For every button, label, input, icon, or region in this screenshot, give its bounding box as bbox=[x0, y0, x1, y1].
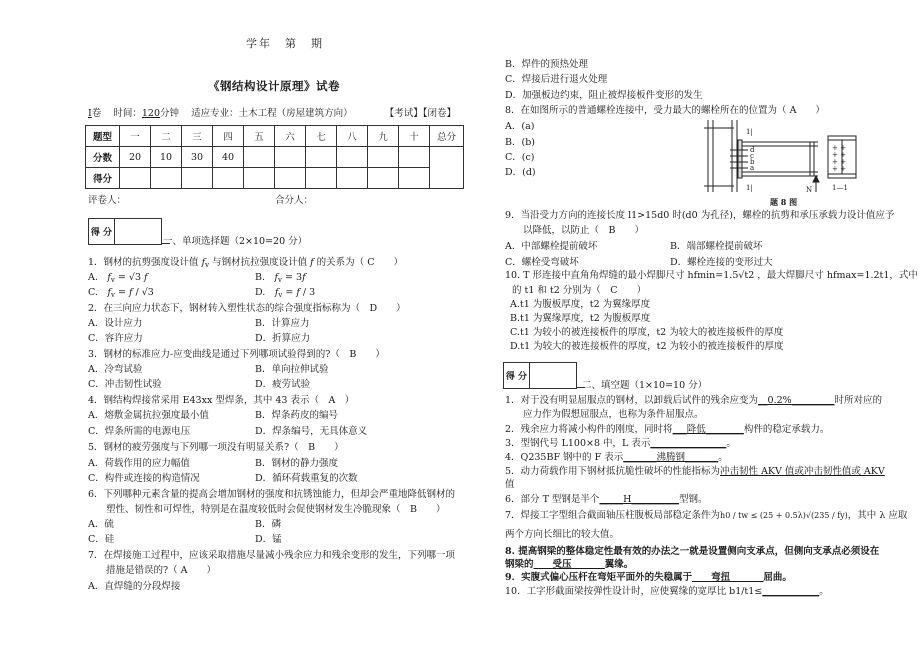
svg-text:+ +: + + bbox=[832, 158, 846, 166]
q1-option-c: C. $f_v = f / √3$ bbox=[88, 287, 154, 299]
col-header: 八 bbox=[337, 126, 368, 147]
fill-6: 6．部分 T 型钢是半个_____H__________型钢。 bbox=[505, 494, 708, 505]
major: 适应专业：土木工程（房屋建筑方向） bbox=[191, 108, 353, 119]
obtained-cell bbox=[337, 168, 368, 189]
q10-option-b: B.t1 为翼缘厚度，t2 为腹板厚度 bbox=[510, 313, 651, 324]
volume: I bbox=[88, 108, 92, 119]
q6-option-b: B．磷 bbox=[255, 519, 281, 530]
q8-option-d: D．(d) bbox=[505, 167, 536, 178]
q8-option-b: B．(b) bbox=[505, 137, 535, 148]
question-9-line2: 以降低，以防止（ B ） bbox=[523, 225, 644, 236]
q5-option-c: C．构件或连接的构造情况 bbox=[88, 473, 200, 484]
obtained-cell bbox=[275, 168, 306, 189]
fill-1-line2: 应力作为假想屈服点，也称为条件屈服点。 bbox=[523, 409, 704, 420]
question-1: 1．钢材的抗剪强度设计值 $f_v$ 与钢材抗拉强度设计值 f 的关系为（ C ） bbox=[88, 257, 403, 269]
figure-caption: 题 8 图 bbox=[770, 197, 798, 207]
q1-option-b: B. $f_v = 3f$ bbox=[255, 272, 306, 284]
q2-option-b: B．计算应力 bbox=[255, 318, 310, 329]
volume-suffix: 卷 bbox=[91, 108, 102, 119]
section-mark-bottom: 1| bbox=[746, 184, 753, 192]
bolt-label-a: a bbox=[750, 164, 755, 172]
points-cell: 20 bbox=[120, 147, 151, 168]
q3-option-b: B．单向拉伸试验 bbox=[255, 364, 329, 375]
q10-option-a: A.t1 为腹板厚度，t2 为翼缘厚度 bbox=[510, 299, 651, 310]
fill-1-answer[interactable]: __0.2%_________ bbox=[758, 395, 835, 406]
col-header: 三 bbox=[182, 126, 213, 147]
section-mark-top: 1| bbox=[746, 128, 753, 136]
obtained-cell bbox=[306, 168, 337, 189]
fill-9-answer[interactable]: ____弯扭_______ bbox=[692, 572, 764, 583]
q2-option-d: D．折算应力 bbox=[255, 333, 311, 344]
time-label: 时间： bbox=[113, 108, 142, 119]
question-8: 8．在如图所示的普通螺栓连接中，受力最大的螺栓所在的位置为（ A ） bbox=[505, 105, 825, 116]
q8-option-a: A．(a) bbox=[505, 121, 535, 132]
question-3: 3．钢材的标准应力-应变曲线是通过下列哪项试验得到的?（ B ） bbox=[88, 349, 385, 360]
row-header: 题型 bbox=[86, 126, 120, 147]
q9-option-d: D．螺栓连接的变形过大 bbox=[670, 257, 773, 268]
score-row-types bbox=[86, 126, 464, 147]
row-header: 分数 bbox=[86, 147, 120, 168]
q1-option-a: A. $f_v = √3$ f bbox=[88, 272, 148, 284]
q5-option-b: B．钢材的静力强度 bbox=[255, 458, 338, 469]
col-header: 二 bbox=[151, 126, 182, 147]
time-value: 120 bbox=[141, 108, 161, 119]
time-unit: 分钟 bbox=[160, 108, 180, 119]
fill-9: 9．实腹式偏心压杆在弯矩平面外的失稳属于____弯扭_______屈曲。 bbox=[505, 572, 792, 583]
q7-option-a: A．直焊缝的分段焊接 bbox=[88, 581, 181, 592]
fill-10-answer[interactable]: ____________ bbox=[762, 586, 820, 597]
section1-title-rule bbox=[162, 243, 170, 244]
q3-option-a: A．冷弯试验 bbox=[88, 364, 143, 375]
bolt-connection-figure bbox=[700, 120, 860, 195]
points-cell bbox=[399, 147, 430, 168]
q6-option-a: A．硫 bbox=[88, 519, 114, 530]
question-7-line2: 措施是错误的?（ A ） bbox=[106, 565, 216, 576]
score-box-label: 得 分 bbox=[89, 219, 115, 244]
points-cell: 10 bbox=[151, 147, 182, 168]
combiner-label: 合分人： bbox=[275, 195, 314, 206]
q4-option-b: B．焊条药皮的编号 bbox=[255, 410, 338, 421]
fill-1: 1．对于没有明显屈服点的钢材，以卸载后试件的残余应变为__0.2%_________时所对应的 bbox=[505, 395, 882, 406]
obtained-cell bbox=[182, 168, 213, 189]
q7-option-c: C．焊接后进行退火处理 bbox=[505, 74, 608, 85]
question-10: 10. T 形连接中直角角焊缝的最小焊脚尺寸 hfmin=1.5√t2 ，最大焊脚尺寸 hfmax=1.2t1，式中 bbox=[505, 270, 918, 281]
score-table bbox=[85, 125, 464, 189]
section-label: 1—1 bbox=[832, 184, 848, 192]
fill-3-answer[interactable]: ________________ bbox=[650, 438, 727, 449]
fill-5-answer[interactable]: 冲击韧性 AKV 值或冲击韧性值或 AKV bbox=[720, 466, 885, 477]
obtained-cell bbox=[120, 168, 151, 189]
fill-3: 3．型钢代号 L100×8 中，L 表示________________。 bbox=[505, 438, 736, 449]
q6-option-d: D．锰 bbox=[255, 534, 282, 545]
fill-5-line2: 值 bbox=[505, 479, 515, 490]
fill-6-answer[interactable]: _____H__________ bbox=[599, 494, 679, 505]
q9-option-c: C．螺栓受弯破坏 bbox=[505, 257, 579, 268]
row-header: 得分 bbox=[86, 168, 120, 189]
fill-7-line2: 两个方向长细比的较大值。 bbox=[505, 529, 620, 540]
reviewer-label: 评卷人： bbox=[88, 195, 127, 206]
q4-option-a: A．熔敷金属抗拉强度最小值 bbox=[88, 410, 209, 421]
q9-option-b: B．端部螺栓提前破坏 bbox=[670, 241, 763, 252]
bolt-marks: + + bbox=[832, 144, 846, 152]
fill-8-line2: 钢梁的____受压_______翼缘。 bbox=[505, 559, 634, 570]
q6-option-c: C．硅 bbox=[88, 534, 115, 545]
section2-score-box bbox=[503, 362, 577, 389]
points-cell bbox=[337, 147, 368, 168]
fill-5: 5．动力荷载作用下钢材抵抗脆性破坏的性能指标为冲击韧性 AKV 值或冲击韧性值或 AKV bbox=[505, 466, 885, 477]
q7-option-d: D．加强板边约束，阻止被焊接板件变形的发生 bbox=[505, 90, 703, 101]
fill-8-answer[interactable]: ____受压_______ bbox=[533, 559, 605, 570]
fill-4: 4．Q235BF 钢中的 F 表示_______沸腾钢_______。 bbox=[505, 452, 728, 463]
q3-option-c: C．冲击韧性试验 bbox=[88, 379, 162, 390]
q4-option-d: D．焊条编号，无具体意义 bbox=[255, 426, 368, 437]
col-header-total: 总分 bbox=[430, 126, 464, 147]
obtained-cell bbox=[399, 168, 430, 189]
obtained-cell bbox=[368, 168, 399, 189]
obtained-cell bbox=[151, 168, 182, 189]
q2-option-c: C．容许应力 bbox=[88, 333, 143, 344]
col-header: 五 bbox=[244, 126, 275, 147]
question-4: 4．钢结构焊接常采用 E43xx 型焊条，其中 43 表示（ A ） bbox=[88, 395, 355, 406]
col-header: 六 bbox=[275, 126, 306, 147]
points-cell bbox=[275, 147, 306, 168]
points-cell: 40 bbox=[213, 147, 244, 168]
bolt-label-d: d bbox=[750, 146, 755, 154]
fill-1-text: 1．对于没有明显屈服点的钢材，以卸载后试件的残余应变为 bbox=[505, 395, 759, 406]
score-box-label: 得 分 bbox=[504, 363, 530, 388]
points-cell: 30 bbox=[182, 147, 213, 168]
section1-title: 一、单项选择题（2×10=20 分） bbox=[163, 236, 308, 247]
question-9: 9．当沿受力方向的连接长度 l1>15d0 时(d0 为孔径)，螺栓的抗剪和承压承载力设计值应予 bbox=[505, 210, 895, 221]
exam-meta bbox=[88, 107, 456, 120]
fill-2: 2．残余应力将减小构件的刚度，同时将___降低________构件的稳定承载力。 bbox=[505, 424, 830, 435]
q10-option-d: D.t1 为较大的被连接板件的厚度，t2 为较小的被连接板件的厚度 bbox=[510, 341, 784, 352]
score-row-obtained bbox=[86, 168, 464, 189]
question-10-line2: 的 t1 和 t2 分别为（ C ） bbox=[512, 285, 647, 296]
question-5: 5．钢材的疲劳强度与下列哪一项没有明显关系?（ B ） bbox=[88, 442, 344, 453]
col-header: 九 bbox=[368, 126, 399, 147]
question-6: 6．下列哪种元素含量的提高会增加钢材的强度和抗锈蚀能力，但却会严重地降低钢材的 bbox=[88, 489, 456, 500]
question-6-line2: 塑性、韧性和可焊性，特别是在温度较低时会促使钢材发生冷脆现象（ B ） bbox=[106, 504, 446, 515]
score-row-points bbox=[86, 147, 464, 168]
q4-option-c: C．焊条所需的电源电压 bbox=[88, 426, 191, 437]
fill-4-answer[interactable]: _______沸腾钢_______ bbox=[623, 452, 719, 463]
bolt-label-b: b bbox=[750, 158, 755, 166]
fill-7-formula: h0 / tw ≤ (25 + 0.5λ)√(235 / fy) bbox=[720, 511, 848, 520]
col-header: 七 bbox=[306, 126, 337, 147]
fill-7: 7．焊接工字型组合截面轴压柱腹板局部稳定条件为h0 / tw ≤ (25 + 0.5λ)√(235 / fy)，其中 λ 应取 bbox=[505, 510, 908, 521]
exam-title: 《钢结构设计原理》试卷 bbox=[208, 79, 340, 93]
fill-8: 8. 提高钢梁的整体稳定性最有效的办法之一就是设置侧向支承点，但侧向支承点必须设在 bbox=[505, 546, 880, 557]
col-header: 四 bbox=[213, 126, 244, 147]
obtained-cell bbox=[244, 168, 275, 189]
q9-option-a: A．中部螺栓提前破坏 bbox=[505, 241, 598, 252]
obtained-cell bbox=[213, 168, 244, 189]
section1-score-box bbox=[88, 218, 162, 245]
q10-option-c: C.t1 为较小的被连接板件的厚度，t2 为较大的被连接板件的厚度 bbox=[510, 327, 784, 338]
points-cell bbox=[306, 147, 337, 168]
svg-text:+ +: + + bbox=[832, 165, 846, 173]
points-cell bbox=[368, 147, 399, 168]
q3-option-d: D．疲劳试验 bbox=[255, 379, 311, 390]
fill-10: 10．工字形截面梁按弹性设计时，应使翼缘的宽厚比 b1/t1≤____________。 bbox=[505, 586, 829, 597]
col-header: 一 bbox=[120, 126, 151, 147]
question-2: 2．在三向应力状态下，钢材转入塑性状态的综合强度指标称为（ D ） bbox=[88, 303, 406, 314]
score-box-blank[interactable] bbox=[115, 219, 161, 244]
q7-option-b: B．焊件的预热处理 bbox=[505, 59, 588, 70]
total-cell bbox=[430, 147, 464, 189]
q8-option-c: C．(c) bbox=[505, 152, 535, 163]
q2-option-a: A．设计应力 bbox=[88, 318, 143, 329]
force-label-n: N bbox=[806, 186, 813, 194]
col-header: 十 bbox=[399, 126, 430, 147]
q5-option-d: D．循环荷载重复的次数 bbox=[255, 473, 358, 484]
exam-type: 【考试】【闭卷】 bbox=[384, 108, 456, 119]
q1-option-d: D. $f_v = f / 3$ bbox=[255, 287, 316, 299]
q5-option-a: A．荷载作用的应力幅值 bbox=[88, 458, 190, 469]
bolt-label-c: c bbox=[750, 152, 754, 160]
score-box-blank[interactable] bbox=[530, 363, 576, 388]
points-cell bbox=[244, 147, 275, 168]
fill-2-answer[interactable]: ___降低________ bbox=[672, 424, 744, 435]
section2-title: 二、填空题（1×10=10 分） bbox=[582, 380, 708, 391]
svg-text:+ +: + + bbox=[832, 151, 846, 159]
semester-line: 学年 第 期 bbox=[246, 37, 324, 50]
question-7: 7．在焊接施工过程中，应该采取措施尽量减小残余应力和残余变形的发生，下列哪一项 bbox=[88, 550, 456, 561]
